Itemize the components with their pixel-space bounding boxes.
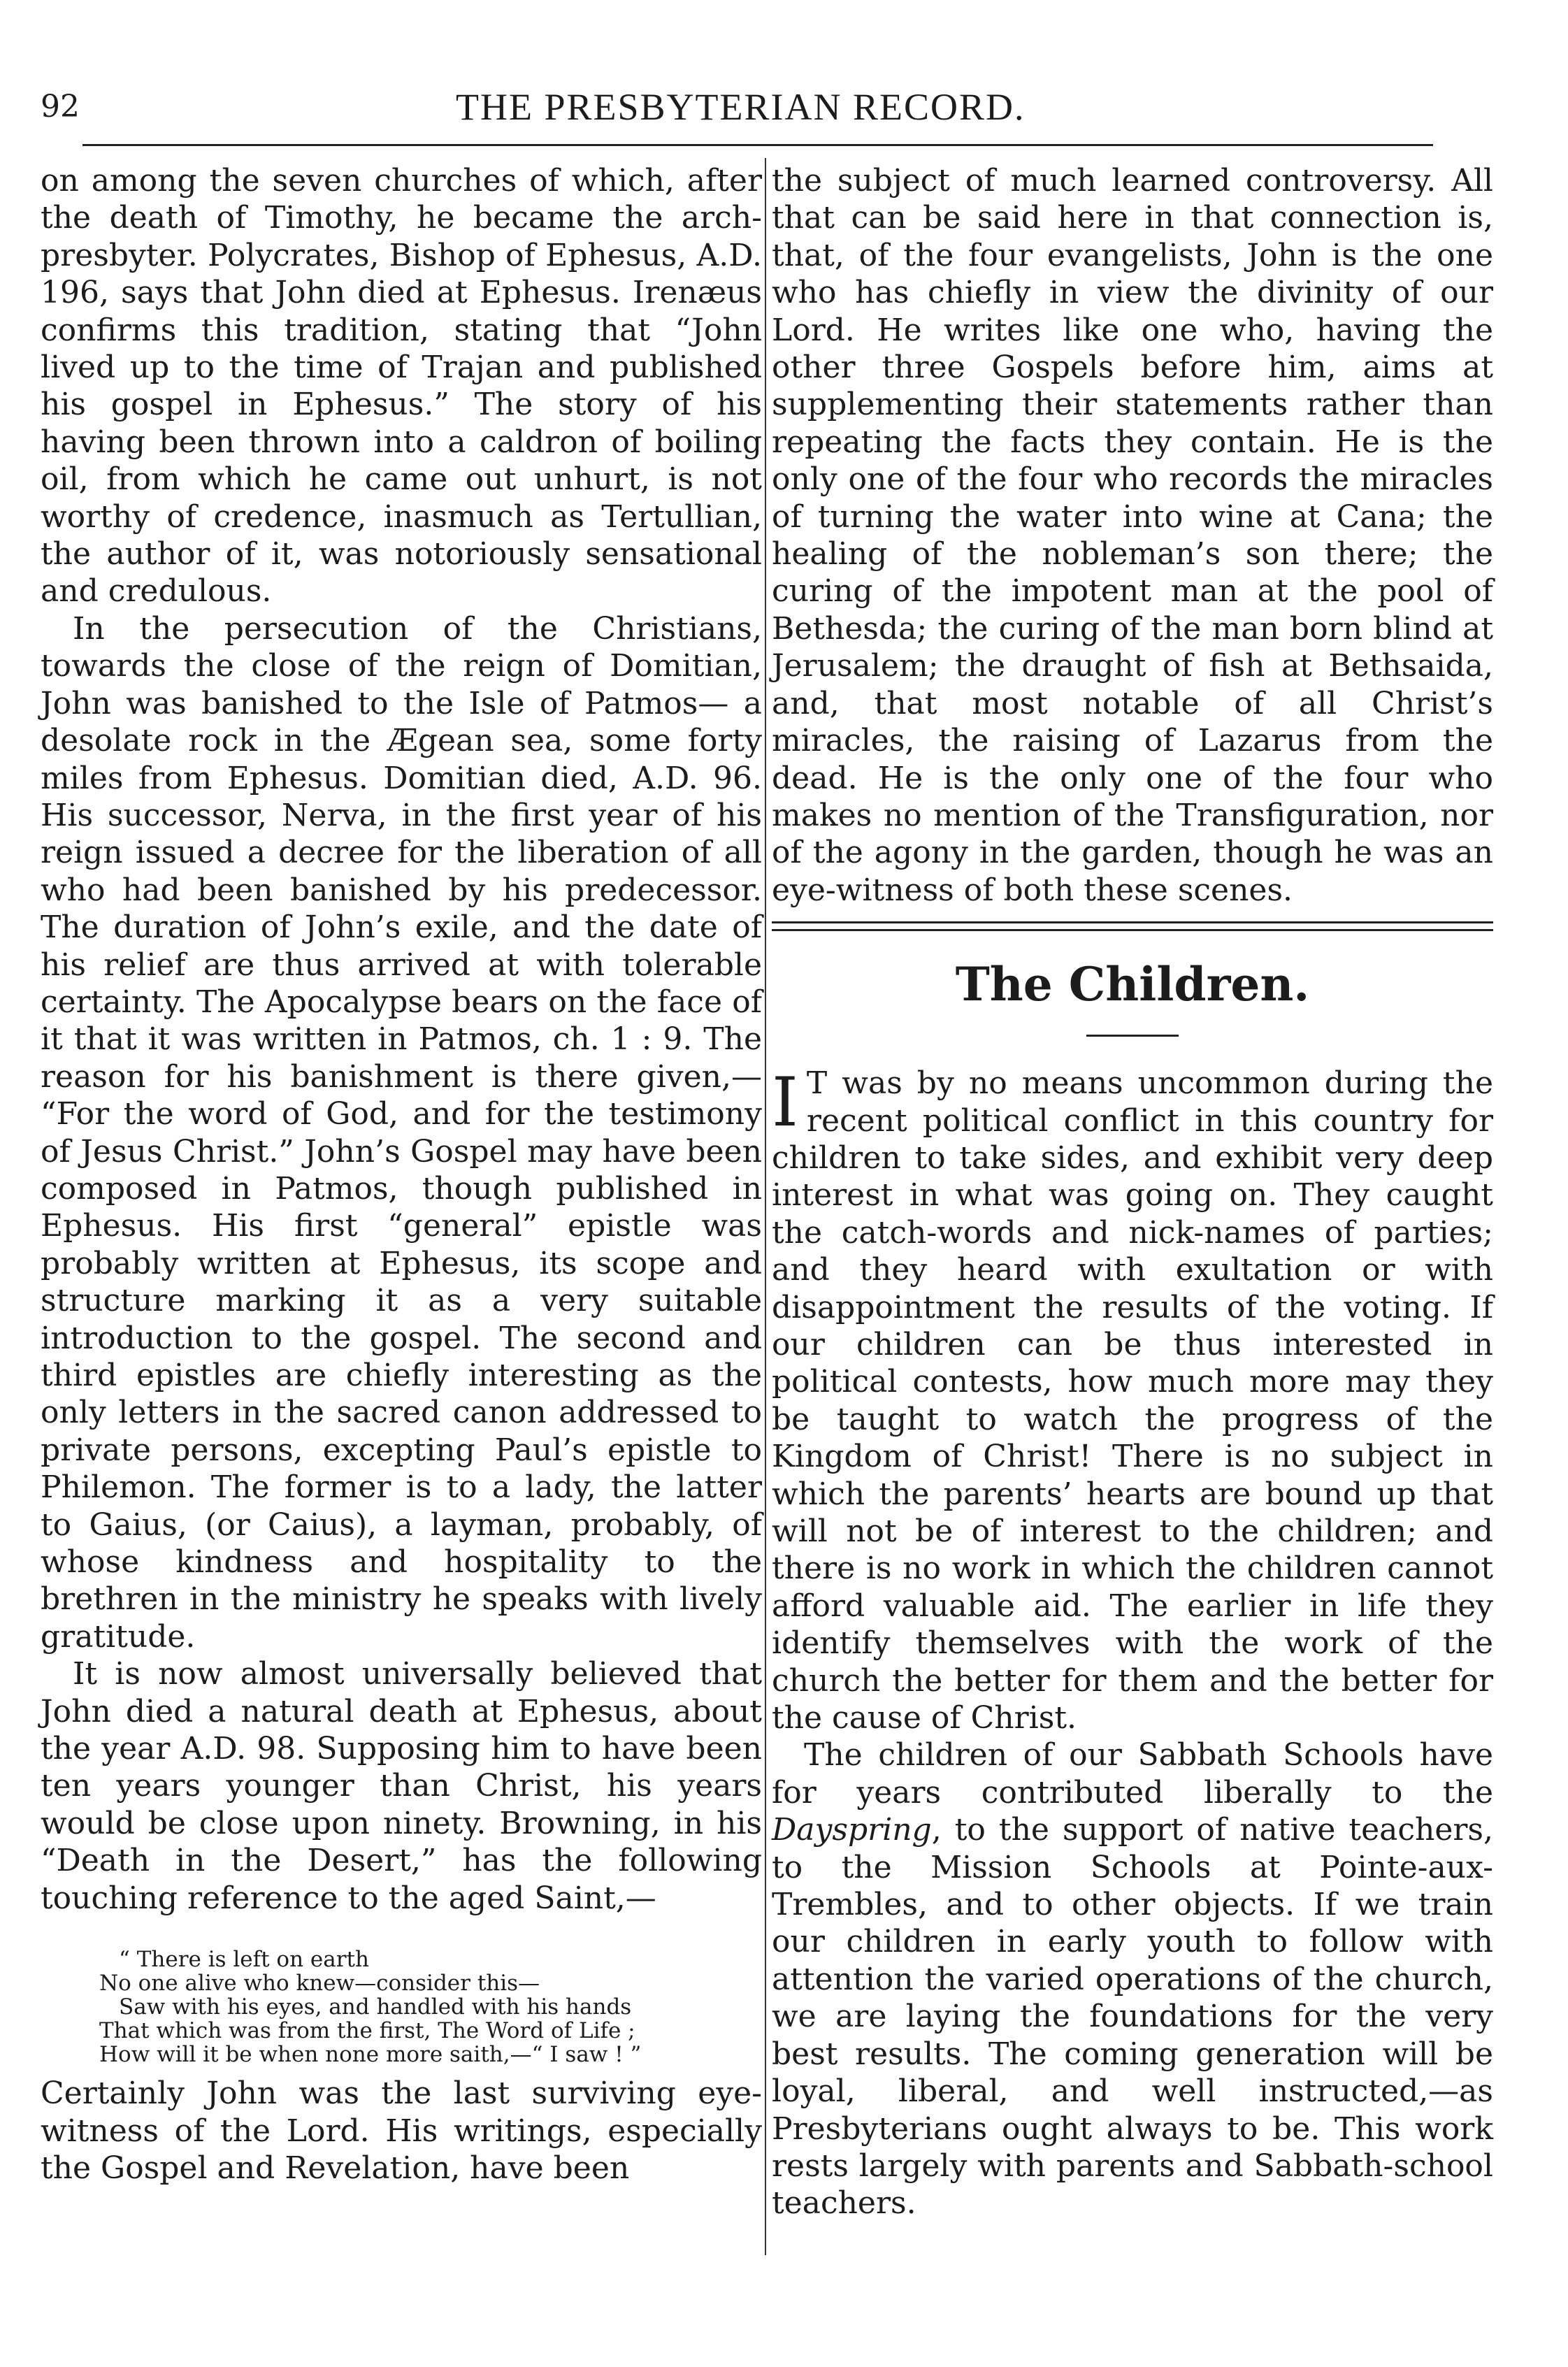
running-title: THE PRESBYTERIAN RECORD. (456, 86, 1026, 128)
poem-quotation (99, 1948, 762, 2066)
article-paragraph: on among the seven churches of which, after the death of Timothy, he became the arch-presbyter. Polycrates, Bishop of Ephesus, A.D. 196, says that John died at Ephesus. Irenæus confirms this tradition, stating that “John lived up to the time of Trajan and published his gospel in Ephesus.” The story of his having been thrown into a caldron of boiling oil, from which he came out unhurt, is not worthy of credence, inasmuch as Tertullian, the author of it, was notoriously sensational and credulous. (41, 163, 762, 610)
page-number: 92 (41, 89, 80, 124)
page-header (41, 82, 1439, 131)
article-paragraph: In the persecution of the Christians, towards the close of the reign of Domitian, John was banished to the Isle of Patmos— a desolate rock in the Ægean sea, some forty miles from Ephesus. Domitian died, A.D. 96. His successor, Nerva, in the first year of his reign issued a decree for the liberation of all who had been banished by his predecessor. The duration of John’s exile, and the date of his relief are thus arrived at with tolerable certainty. The Apocalypse bears on the face of it that it was written in Patmos, ch. 1 : 9. The reason for his banishment is there given,— “For the word of God, and for the testimony of Jesus Christ.” John’s Gospel may have been composed in Patmos, though published in Ephesus. His first “general” epistle was probably written at Ephesus, its scope and structure marking it as a very suitable introduction to the gospel. The second and third epistles are chiefly interesting as the only letters in the sacred canon addressed to private persons, excepting Paul’s epistle to Philemon. The former is to a lady, the latter to Gaius, (or Caius), a layman, probably, of whose kindness and hospitality to the brethren in the ministry he speaks with lively gratitude. (41, 610, 762, 1655)
poem-line: How will it be when none more saith,—“ I saw ! ” (99, 2042, 642, 2068)
poem-line: Saw with his eyes, and handled with his hands (119, 1994, 632, 2020)
header-rule (82, 144, 1433, 146)
article-paragraph: It is now almost universally believed that John died a natural death at Ephesus, about the year A.D. 98. Supposing him to have been ten years younger than Christ, his years would be close upon ninety. Browning, in his “Death in the Desert,” has the following touching reference to the aged Saint,— (41, 1656, 762, 1916)
title-underline (1086, 1035, 1179, 1037)
poem-line: That which was from the first, The Word of Life ; (99, 2018, 635, 2044)
article-paragraph: the subject of much learned controversy. All that can be said here in that connection is, that, of the four evangelists, John is the one who has chiefly in view the divinity of our Lord. He writes like one who, having the other three Gospels before him, aims at supplementing their statements rather than repeating the facts they contain. He is the only one of the four who records the miracles of turning the water into wine at Cana; the healing of the nobleman’s son there; the curing of the impotent man at the pool of Bethesda; the curing of the man born blind at Jerusalem; the draught of fish at Bethsaida, and, that most notable of all Christ’s miracles, the raising of Lazarus from the dead. He is the only one of the four who makes no mention of the Transfiguration, nor of the agony in the garden, though he was an eye-witness of both these scenes. (772, 163, 1493, 908)
left-column (41, 162, 762, 2187)
article-paragraph (772, 1736, 1493, 2222)
article-paragraph: Certainly John was the last surviving eye-witness of the Lord. His writings, especially the Gospel and Revelation, have been (41, 2075, 762, 2186)
publication-name: Dayspring (772, 1812, 932, 1848)
right-column (772, 162, 1493, 2222)
column-divider (765, 158, 766, 2255)
poem-line: “ There is left on earth (119, 1947, 369, 1973)
article-paragraph (772, 1065, 1493, 1736)
drop-cap: I (772, 1063, 798, 1142)
section-title: The Children. (955, 957, 1310, 1012)
section-divider (772, 921, 1493, 931)
paragraph-text: The children of our Sabbath Schools have for years contributed liberally to the (772, 1737, 1493, 1811)
paragraph-text: , to the support of native teachers, to the Mission Schools at Pointe-aux-Trembles, and to other objects. If we train our children in early youth to follow with attention the varied operations of the church, we are laying the foundations for the very best results. The coming generation will be loyal, liberal, and well instructed,—as Presbyterians ought always to be. This work rests largely with parents and Sabbath-school teachers. (772, 1812, 1493, 2222)
paragraph-text: T was by no means uncommon during the recent political conflict in this country for children to take sides, and exhibit very deep interest in what was going on. They caught the catch-words and nick-names of parties; and they heard with exultation or with disappointment the results of the voting. If our children can be thus interested in political contests, how much more may they be taught to watch the progress of the Kingdom of Christ! There is no subject in which the parents’ hearts are bound up that will not be of interest to the children; and there is no work in which the children cannot afford valuable aid. The earlier in life they identify themselves with the work of the church the better for them and the better for the cause of Christ. (772, 1065, 1493, 1736)
poem-line: No one alive who knew—consider this— (99, 1971, 540, 1997)
